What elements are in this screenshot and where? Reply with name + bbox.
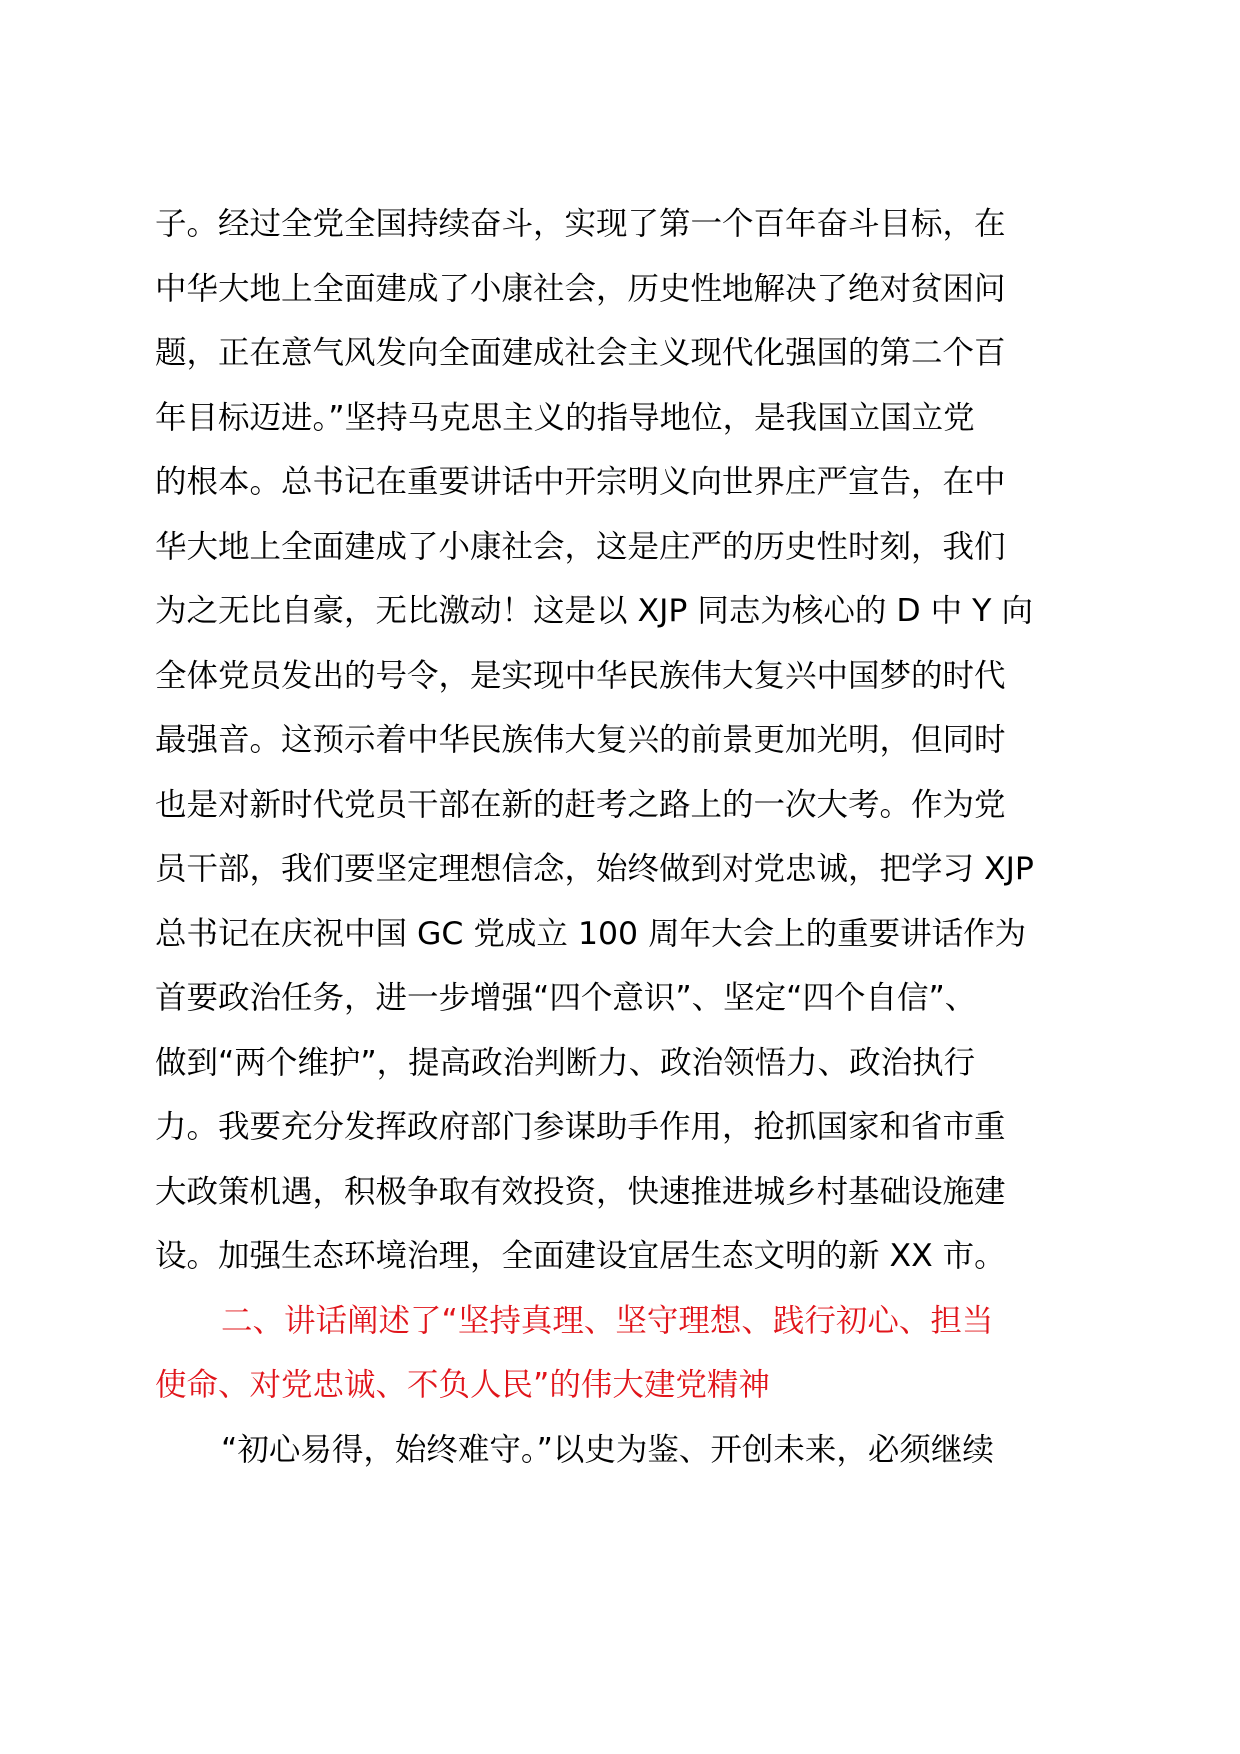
document-body <box>155 192 1090 1482</box>
body-line: 总书记在庆祝中国 GC 党成立 100 周年大会上的重要讲话作为 <box>155 915 1027 952</box>
body-line: 员干部，我们要坚定理想信念，始终做到对党忠诚，把学习 XJP <box>155 851 1034 887</box>
body-line: 题，正在意气风发向全面建成社会主义现代化强国的第二个百 <box>155 335 1006 371</box>
body-line: 也是对新时代党员干部在新的赶考之路上的一次大考。作为党 <box>155 786 1006 823</box>
body-line: 设。加强生态环境治理，全面建设宜居生态文明的新 XX 市。 <box>155 1238 1006 1274</box>
body-line: 年目标迈进。”坚持马克思主义的指导地位，是我国立国立党 <box>155 399 975 436</box>
body-line: 为之无比自豪，无比激动！这是以 XJP 同志为核心的 D 中 Y 向 <box>155 593 1033 629</box>
body-line: 首要政治任务，进一步增强“四个意识”、坚定“四个自信”、 <box>155 980 977 1016</box>
body-line: 子。经过全党全国持续奋斗，实现了第一个百年奋斗目标，在 <box>155 206 1006 242</box>
paragraph-first-line: “初心易得，始终难守。”以史为鉴、开创未来，必须继续 <box>221 1431 994 1468</box>
body-line: 华大地上全面建成了小康社会，这是庄严的历史性时刻，我们 <box>155 528 1006 565</box>
body-line: 中华大地上全面建成了小康社会，历史性地解决了绝对贫困问 <box>155 270 1006 307</box>
body-line: 做到“两个维护”，提高政治判断力、政治领悟力、政治执行 <box>155 1044 976 1081</box>
section-heading-line-1: 二、讲话阐述了“坚持真理、坚守理想、践行初心、担当 <box>221 1302 994 1339</box>
body-line: 最强音。这预示着中华民族伟大复兴的前景更加光明，但同时 <box>155 722 1006 758</box>
body-line: 的根本。总书记在重要讲话中开宗明义向世界庄严宣告，在中 <box>155 464 1006 500</box>
section-heading-line-2: 使命、对党忠诚、不负人民”的伟大建党精神 <box>155 1367 770 1403</box>
body-line: 力。我要充分发挥政府部门参谋助手作用，抢抓国家和省市重 <box>155 1109 1006 1145</box>
body-line: 全体党员发出的号令，是实现中华民族伟大复兴中国梦的时代 <box>155 657 1006 694</box>
body-line: 大政策机遇，积极争取有效投资，快速推进城乡村基础设施建 <box>155 1173 1006 1210</box>
